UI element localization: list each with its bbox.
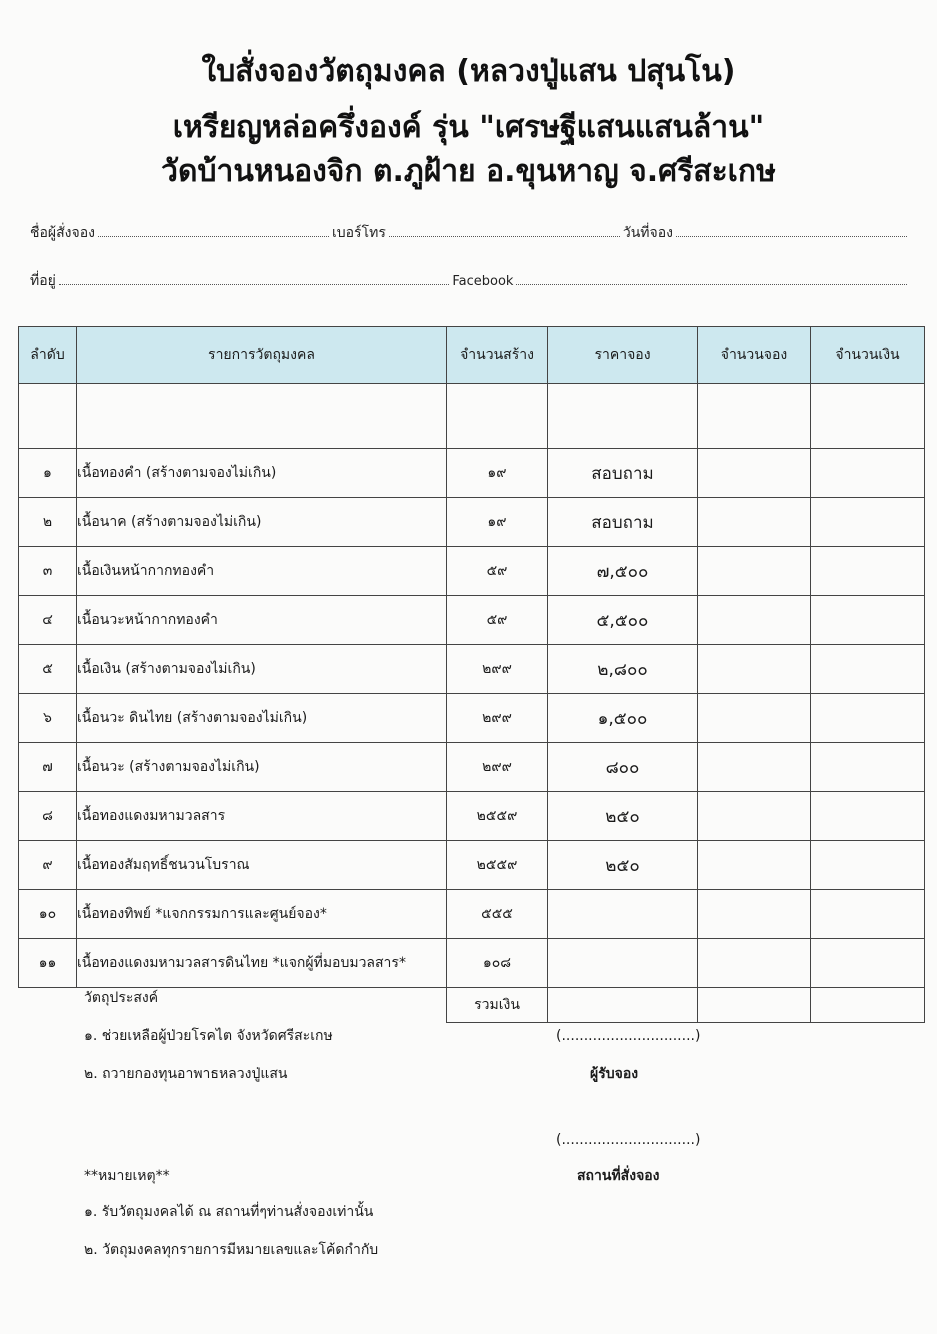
item-name: เนื้อทองสัมฤทธิ์ชนวนโบราณ — [77, 841, 447, 890]
header-price: ราคาจอง — [548, 327, 698, 384]
item-made-count: ๕๙ — [447, 596, 548, 645]
table-row — [19, 645, 925, 694]
item-made-count: ๕๕๕ — [447, 890, 548, 939]
item-name: เนื้อเงินหน้ากากทองคำ — [77, 547, 447, 596]
item-price: ๒,๘๐๐ — [548, 645, 698, 694]
item-qty-cell[interactable] — [698, 694, 811, 743]
table-row — [19, 890, 925, 939]
table-row — [19, 498, 925, 547]
table-spacer-row — [19, 384, 925, 449]
item-price: ๘๐๐ — [548, 743, 698, 792]
item-amount-cell[interactable] — [811, 939, 925, 988]
item-made-count: ๒๕๕๙ — [447, 792, 548, 841]
item-number: ๒ — [19, 498, 77, 547]
item-name: เนื้อนาค (สร้างตามจองไม่เกิน) — [77, 498, 447, 547]
header-no: ลำดับ — [19, 327, 77, 384]
total-price-cell[interactable] — [548, 988, 698, 1023]
item-amount-cell[interactable] — [811, 792, 925, 841]
item-number: ๓ — [19, 547, 77, 596]
total-amount-cell[interactable] — [811, 988, 925, 1023]
phone-field[interactable] — [389, 224, 620, 237]
header-made: จำนวนสร้าง — [447, 327, 548, 384]
item-made-count: ๑๙ — [447, 449, 548, 498]
item-number: ๔ — [19, 596, 77, 645]
table-row — [19, 694, 925, 743]
item-number: ๑ — [19, 449, 77, 498]
item-made-count: ๒๕๕๙ — [447, 841, 548, 890]
temple-address: วัดบ้านหนองจิก ต.ภูฝ้าย อ.ขุนหาญ จ.ศรีสะเกษ — [161, 154, 776, 189]
item-amount-cell[interactable] — [811, 890, 925, 939]
item-price: ๒๕๐ — [548, 792, 698, 841]
objective-item: ๒. ถวายกองทุนอาพาธหลวงปู่แสน — [84, 1066, 288, 1082]
item-made-count: ๑๐๘ — [447, 939, 548, 988]
name-label: ชื่อผู้สั่งจอง — [30, 225, 95, 241]
item-qty-cell[interactable] — [698, 547, 811, 596]
item-number: ๖ — [19, 694, 77, 743]
total-qty-cell[interactable] — [698, 988, 811, 1023]
item-name: เนื้อทองแดงมหามวลสาร — [77, 792, 447, 841]
objectives-heading: วัตถุประสงค์ — [84, 990, 159, 1006]
table-row — [19, 547, 925, 596]
note-item: ๑. รับวัตถุมงคลได้ ณ สถานที่ๆท่านสั่งจองเท่านั้น — [84, 1204, 374, 1220]
table-row — [19, 939, 925, 988]
item-number: ๘ — [19, 792, 77, 841]
address-field[interactable] — [59, 272, 450, 285]
item-qty-cell[interactable] — [698, 498, 811, 547]
item-name: เนื้อนวะหน้ากากทองคำ — [77, 596, 447, 645]
item-number: ๕ — [19, 645, 77, 694]
table-row — [19, 449, 925, 498]
table-row — [19, 841, 925, 890]
receiver-label: ผู้รับจอง — [590, 1066, 639, 1082]
item-price: สอบถาม — [548, 498, 698, 547]
item-price: ๕,๕๐๐ — [548, 596, 698, 645]
item-name: เนื้อทองแดงมหามวลสารดินไทย *แจกผู้ที่มอบมวลสาร* — [77, 939, 447, 988]
table-header-row — [19, 327, 925, 384]
item-qty-cell[interactable] — [698, 449, 811, 498]
item-name: เนื้อเงิน (สร้างตามจองไม่เกิน) — [77, 645, 447, 694]
item-number: ๑๐ — [19, 890, 77, 939]
address-row — [30, 270, 910, 292]
item-qty-cell[interactable] — [698, 841, 811, 890]
table-row — [19, 743, 925, 792]
receiver-signature-line[interactable]: (..............................) — [556, 1028, 701, 1044]
item-name: เนื้อทองทิพย์ *แจกกรรมการและศูนย์จอง* — [77, 890, 447, 939]
header-amount: จำนวนเงิน — [811, 327, 925, 384]
location-signature-line[interactable]: (..............................) — [556, 1132, 701, 1148]
phone-label: เบอร์โทร — [331, 225, 386, 241]
item-name: เนื้อนวะ (สร้างตามจองไม่เกิน) — [77, 743, 447, 792]
item-amount-cell[interactable] — [811, 547, 925, 596]
table-row — [19, 792, 925, 841]
header-qty: จำนวนจอง — [698, 327, 811, 384]
item-amount-cell[interactable] — [811, 694, 925, 743]
address-label: ที่อยู่ — [30, 273, 56, 289]
item-qty-cell[interactable] — [698, 743, 811, 792]
header-name: รายการวัตถุมงคล — [77, 327, 447, 384]
facebook-label: Facebook — [452, 274, 514, 289]
item-number: ๙ — [19, 841, 77, 890]
blank-cell — [19, 988, 77, 1023]
item-qty-cell[interactable] — [698, 596, 811, 645]
location-label: สถานที่สั่งจอง — [577, 1168, 660, 1184]
date-field[interactable] — [676, 224, 907, 237]
item-number: ๗ — [19, 743, 77, 792]
item-qty-cell[interactable] — [698, 890, 811, 939]
item-price: ๑,๕๐๐ — [548, 694, 698, 743]
item-price: ๗,๕๐๐ — [548, 547, 698, 596]
item-price — [548, 890, 698, 939]
name-field[interactable] — [98, 224, 329, 237]
item-price: ๒๕๐ — [548, 841, 698, 890]
item-name: เนื้อทองคำ (สร้างตามจองไม่เกิน) — [77, 449, 447, 498]
item-made-count: ๒๙๙ — [447, 645, 548, 694]
item-amount-cell[interactable] — [811, 645, 925, 694]
item-qty-cell[interactable] — [698, 792, 811, 841]
item-qty-cell[interactable] — [698, 939, 811, 988]
notes-heading: **หมายเหตุ** — [84, 1168, 170, 1184]
item-amount-cell[interactable] — [811, 449, 925, 498]
item-made-count: ๒๙๙ — [447, 694, 548, 743]
item-made-count: ๒๙๙ — [447, 743, 548, 792]
item-amount-cell[interactable] — [811, 498, 925, 547]
item-name: เนื้อนวะ ดินไทย (สร้างตามจองไม่เกิน) — [77, 694, 447, 743]
item-amount-cell[interactable] — [811, 841, 925, 890]
objective-item: ๑. ช่วยเหลือผู้ป่วยโรคไต จังหวัดศรีสะเกษ — [84, 1028, 333, 1044]
item-amount-cell[interactable] — [811, 743, 925, 792]
note-item: ๒. วัตถุมงคลทุกรายการมีหมายเลขและโค้ดกำกับ — [84, 1242, 379, 1258]
facebook-field[interactable] — [516, 272, 907, 285]
item-made-count: ๕๙ — [447, 547, 548, 596]
form-subtitle: เหรียญหล่อครึ่งองค์ รุ่น "เศรษฐีแสนแสนล้าน" — [172, 110, 765, 145]
item-price: สอบถาม — [548, 449, 698, 498]
item-amount-cell[interactable] — [811, 596, 925, 645]
form-title: ใบสั่งจองวัตถุมงคล (หลวงปู่แสน ปสุนโน) — [201, 54, 736, 89]
orderer-info-row — [30, 222, 910, 244]
date-label: วันที่จอง — [622, 225, 673, 241]
item-number: ๑๑ — [19, 939, 77, 988]
total-label: รวมเงิน — [447, 988, 548, 1023]
table-row — [19, 596, 925, 645]
item-made-count: ๑๙ — [447, 498, 548, 547]
item-qty-cell[interactable] — [698, 645, 811, 694]
order-table — [18, 326, 925, 1023]
item-price — [548, 939, 698, 988]
